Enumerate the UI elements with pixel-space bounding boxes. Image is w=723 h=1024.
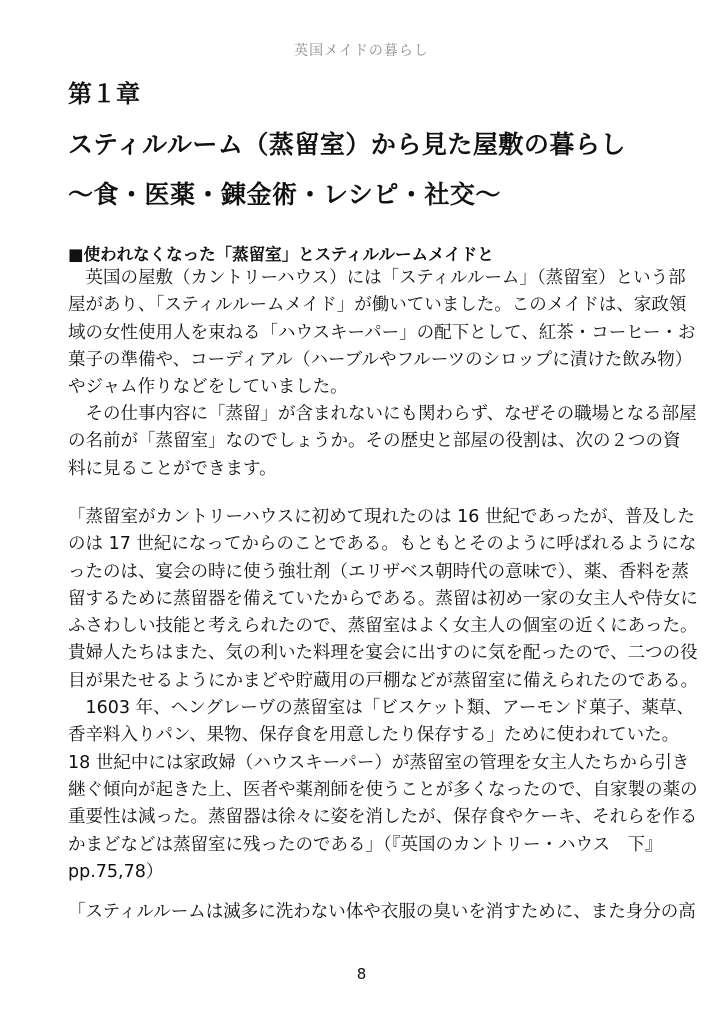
text-line: 料に見ることができます。 (68, 458, 277, 479)
text-line: 「スティルルームは滅多に洗わない体や衣服の臭いを消すために、また身分の高 (68, 902, 696, 922)
page-title: スティルルーム（蒸留室）から見た屋敷の暮らし (68, 130, 626, 159)
text-line: のは 17 世紀になってからのことである。もともとそのように呼ばれるようにな (68, 534, 697, 555)
text-line: 継ぐ傾向が起きた上、医者や薬剤師を使うことが多くなったので、自家製の薬の (68, 779, 698, 800)
text-line: 「蒸留室がカントリーハウスに初めて現れたのは 16 世紀であったが、普及した (68, 507, 695, 527)
text-line: 屋があり、「スティルルームメイド」が働いていました。このメイドは、家政領 (68, 295, 687, 316)
text-line: 香辛料入りパン、果物、保存食を用意したり保存する」ために使われていた。 (68, 725, 680, 746)
text-line: 1603 年、ヘングレーヴの蒸留室は「ビスケット類、アーモンド菓子、薬草、 (68, 698, 694, 719)
section-heading: ■使われなくなった「蒸留室」とスティルルームメイドと (68, 245, 494, 264)
text-line: ったのは、宴会の時に使う強壮剤（エリザベス朝時代の意味で）、薬、香料を蒸 (68, 561, 689, 582)
text-line: かまどなどは蒸留室に残ったのである」（『英国のカントリー・ハウス 下』 (68, 834, 663, 855)
text-line: 菓子の準備や、コーディアル（ハーブルやフルーツのシロップに漬けた飲み物） (68, 349, 693, 370)
text-line: 貴婦人たちはまた、気の利いた料理を宴会に出すのに気を配ったので、二つの役 (68, 643, 698, 664)
text-line: 目が果たせるようにかまどや貯蔵用の戸棚などが蒸留室に備えられたのである。 (68, 670, 698, 691)
citation: pp.75,78） (68, 861, 164, 882)
text-line: 域の女性使用人を束ねる「ハウスキーパー」の配下として、紅茶・コーヒー・お (68, 322, 696, 343)
page-number: 8 (356, 965, 367, 983)
text-line: やジャム作りなどをしていました。 (68, 377, 348, 398)
page-subtitle: 〜食・医薬・錬金術・レシピ・社交〜 (68, 180, 501, 209)
text-line: 重要性は減った。蒸留器は徐々に姿を消したが、保存食やケーキ、それらを作る (68, 807, 698, 828)
text-line: ふさわしい技能と考えられたので、蒸留室はよく女主人の個室の近くにあった。 (68, 616, 698, 637)
text-line: 留するために蒸留器を備えていたからである。蒸留は初め一家の女主人や侍女に (68, 588, 698, 609)
chapter-heading: 第１章 (68, 80, 140, 108)
text-line: 英国の屋敷（カントリーハウス）には「スティルルーム」（蒸留室）という部 (68, 268, 686, 288)
text-line: その仕事内容に「蒸留」が含まれないにも関わらず、なぜその職場となる部屋 (68, 404, 697, 424)
text-line: の名前が「蒸留室」なのでしょうか。その歴史と部屋の役割は、次の２つの資 (68, 431, 681, 452)
paragraph-1 (68, 265, 696, 401)
quote-2 (68, 899, 696, 926)
paragraph-2 (68, 401, 697, 483)
text-line: 18 世紀中には家政婦（ハウスキーパー）が蒸留室の管理を女主人たちから引き (68, 752, 690, 773)
quote-1 (68, 504, 698, 886)
running-header: 英国メイドの暮らし (294, 43, 429, 59)
